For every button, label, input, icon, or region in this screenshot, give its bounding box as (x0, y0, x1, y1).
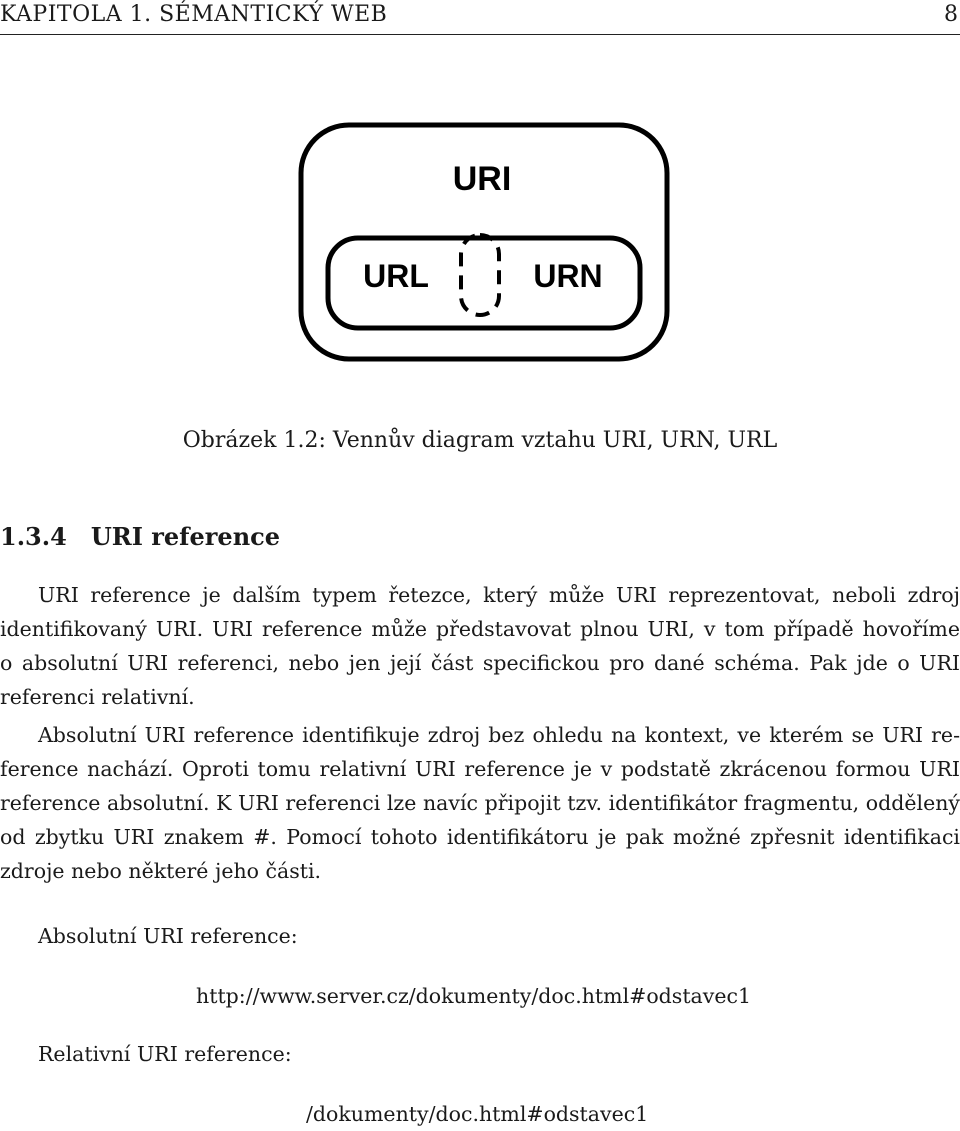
relative-uri-label: Relativní URI reference: (38, 1042, 292, 1066)
section-number: 1.3.4 (0, 522, 67, 551)
chapter-title: KAPITOLA 1. SÉMANTICKÝ WEB (0, 2, 388, 27)
relative-uri-example: /dokumenty/doc.html#odstavec1 (306, 1102, 649, 1126)
page-number: 8 (944, 2, 958, 27)
section-title: URI reference (90, 522, 281, 551)
paragraph-line: identifikovaný URI. URI reference může představovat plnou URI, v tom případě hovoříme (0, 617, 960, 641)
venn-diagram (298, 122, 670, 362)
paragraph-line: od zbytku URI znakem #. Pomocí tohoto identifikátoru je pak možné zpřesnit identifikaci (0, 825, 960, 849)
page-header (0, 0, 960, 35)
url-label: URL (363, 258, 429, 294)
uri-label: URI (452, 160, 512, 198)
paragraph-line: URI reference je dalším typem řetezce, který může URI reprezentovat, neboli zdroj (38, 583, 960, 607)
absolute-uri-example: http://www.server.cz/dokumenty/doc.html#odstavec1 (196, 984, 752, 1008)
section-heading (0, 522, 280, 551)
paragraph-line: referenci relativní. (0, 685, 195, 709)
paragraph-line: o absolutní URI referenci, nebo jen její část specifickou pro dané schéma. Pak jde o URI (0, 651, 960, 675)
paragraph-line: reference absolutní. K URI referenci lze navíc připojit tzv. identifikátor fragmentu, oddělený (0, 791, 960, 815)
figure-caption: Obrázek 1.2: Vennův diagram vztahu URI, URN, URL (182, 428, 778, 453)
urn-label: URN (533, 258, 603, 294)
absolute-uri-label: Absolutní URI reference: (38, 924, 298, 948)
paragraph-line: zdroje nebo některé jeho části. (0, 859, 322, 883)
intersection-dashed (461, 235, 499, 315)
paragraph-line: Absolutní URI reference identifikuje zdroj bez ohledu na kontext, ve kterém se URI re- (38, 723, 960, 747)
paragraph-line: ference nachází. Oproti tomu relativní URI reference je v podstatě zkrácenou formou URI (0, 757, 960, 781)
